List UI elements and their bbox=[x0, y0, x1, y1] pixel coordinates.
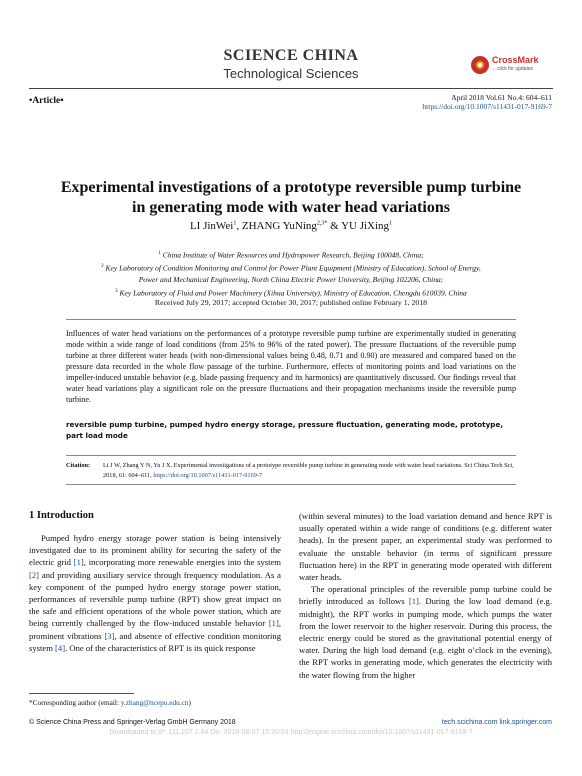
body-column-right bbox=[299, 510, 552, 681]
affiliations bbox=[40, 248, 542, 299]
section-title: 1 Introduction bbox=[29, 510, 94, 521]
download-watermark: Downloaded to IP: 111.207.1.84 On: 2018-08-07 15:20:03 http://engine.scichina.com/doi/10.1007/s11431-017-9169-7 bbox=[109, 729, 473, 736]
title-line-2: in generating mode with water head variations bbox=[132, 199, 450, 216]
footer-links[interactable]: tech.scichina.com link.springer.com bbox=[441, 719, 552, 726]
author-1-sup: 1 bbox=[233, 220, 237, 227]
ref-link[interactable]: [1] bbox=[408, 596, 419, 607]
paragraph-intro-2 bbox=[299, 583, 552, 681]
citation-top-rule bbox=[66, 455, 516, 456]
crossmark-label: CrossMark bbox=[492, 55, 539, 65]
text-run: , prominent vibrations bbox=[29, 618, 281, 641]
citation-doi-link[interactable]: https://doi.org/10.1007/s11431-017-9169-7 bbox=[153, 471, 263, 479]
affiliation-2-num: 2 bbox=[101, 264, 104, 269]
affiliation-2 bbox=[40, 261, 542, 274]
crossmark-icon bbox=[471, 56, 489, 74]
author-3: YU JiXing bbox=[341, 220, 390, 232]
footnote-close: ) bbox=[188, 698, 191, 707]
paragraph-intro-1-cont: (within several minutes) to the load variation demand and hence RPT is usually operated within a wide range of conditions (e.g. different water heads). In the present paper, an experimental study was performed to evaluate the unstable behavior (in terms of significant pressure fluctuation here) in the RPT in generating mode operated with different water heads. bbox=[299, 511, 552, 583]
author-3-sup: 1 bbox=[389, 220, 393, 227]
ref-link[interactable]: [1] bbox=[268, 618, 279, 629]
author-2-sup: 2,3* bbox=[316, 220, 328, 227]
text-run: , and absence of effective condition monitoring system bbox=[29, 630, 281, 653]
citation-text bbox=[103, 461, 516, 480]
text-run: and providing auxiliary service through frequency modulation. As a key component of the pumped hydro energy storage power station, performances of reversible pump turbine (RPT) show great impact on the safe and efficient operations of the whole power station, which are being currently challenged by the flow-induced unstable behavior bbox=[29, 569, 281, 629]
author-sep-2: & bbox=[327, 220, 342, 232]
title-line-1: Experimental investigations of a prototype reversible pump turbine bbox=[60, 179, 522, 196]
footnote-rule bbox=[29, 693, 134, 694]
citation-label: Citation: bbox=[66, 462, 91, 469]
corresponding-author-footnote bbox=[29, 698, 191, 707]
citation-body: Li J W, Zhang Y N, Yu J X. Experimental investigations of a prototype reversible pump turbine in generating mode with water head variations. Sci China Tech Sci, 2018, 61: 604–611, bbox=[103, 462, 514, 479]
ref-link[interactable]: [4] bbox=[55, 642, 66, 653]
text-run: Pumped hydro energy storage power station is being intensively investigated due to its prominent ability for securing the safety of the electric grid bbox=[29, 533, 281, 568]
affiliation-3 bbox=[40, 286, 542, 299]
affiliation-1-text: China Institute of Water Resources and Hydropower Research, Beijing 100048, China; bbox=[160, 250, 424, 260]
crossmark-badge[interactable] bbox=[471, 54, 551, 78]
article-label: •Article• bbox=[29, 96, 64, 106]
publication-info: April 2018 Vol.61 No.4: 604–611 bbox=[451, 93, 552, 102]
author-list bbox=[0, 220, 582, 232]
doi-link[interactable]: https://doi.org/10.1007/s11431-017-9169-7 bbox=[422, 102, 552, 111]
affiliation-3-text: Key Laboratory of Fluid and Power Machinery (Xihua University), Ministry of Education, Chengdu 610039, China bbox=[117, 288, 467, 297]
ref-link[interactable]: [3] bbox=[104, 630, 115, 641]
crossmark-sub: ←click for updates bbox=[492, 66, 534, 72]
affiliation-2-cont: Power and Mechanical Engineering, North China Electric Power University, Beijing 102206, China; bbox=[138, 275, 444, 284]
paper-title bbox=[40, 178, 542, 218]
journal-name: SCIENCE CHINA bbox=[223, 47, 359, 64]
author-2: ZHANG YuNing bbox=[241, 220, 317, 232]
ref-link[interactable]: [2] bbox=[29, 569, 40, 580]
received-dates: Received July 29, 2017; accepted October 30, 2017; published online February 1, 2018 bbox=[154, 298, 428, 307]
journal-subtitle: Technological Sciences bbox=[223, 66, 359, 81]
text-run: , incorporating more renewable energies into the system bbox=[83, 557, 281, 568]
text-run: The operational principles of the reversible pump turbine could be briefly introduced as follows bbox=[299, 584, 552, 607]
affiliation-1 bbox=[40, 248, 542, 261]
citation-bottom-rule bbox=[66, 484, 516, 485]
affiliation-1-num: 1 bbox=[158, 251, 161, 256]
header-rule bbox=[29, 88, 553, 89]
abstract: Influences of water head variations on the performances of a prototype reversible pump turbine are experimentally studied in generating mode within a wide range of load conditions (from 25% to 96% of the rated power). The pressure fluctuations of the reversible pump turbine at three different water heads (with non-dimensional values being 0.48, 0.71 and 0.90) are measured and compared based on the pressure data recorded in the whole flow passage of the turbine. Furthermore, effects of monitoring points and load variations on the impeller-induced unstable behavior (e.g. blade passing frequency and its harmonics) are quantitatively discussed. Our findings reveal that water head variations play a significant role on the pressure fluctuations and their propagation mechanisms inside the reversible pump turbine. bbox=[66, 329, 516, 404]
affiliation-3-num: 3 bbox=[115, 288, 118, 294]
text-run: . One of the characteristics of RPT is its quick response bbox=[65, 642, 256, 653]
author-1: LI JinWei bbox=[189, 220, 234, 232]
email-link[interactable]: y.zhang@ncepu.edu.cn bbox=[120, 698, 189, 707]
abstract-top-rule bbox=[66, 319, 516, 320]
keywords: reversible pump turbine, pumped hydro energy storage, pressure fluctuation, generating mode, prototype, part load mode bbox=[66, 420, 504, 440]
ref-link[interactable]: [1] bbox=[73, 557, 84, 568]
copyright-notice: © Science China Press and Springer-Verlag GmbH Germany 2018 bbox=[29, 719, 236, 726]
footnote-text: *Corresponding author (email: bbox=[29, 698, 121, 707]
text-run: . During the low load demand (e.g. midnight), the RPT works in pumping mode, which pumps the water from the lower reservoir to the higher reservoir. During this process, the electric energy could be stored as the gravitational potential energy of water. During the high load demand (e.g. eight o’clock in the evening), the RPT works in generating mode, which generates the electricity with the water flowing from the higher bbox=[299, 596, 552, 680]
body-column-left bbox=[29, 532, 281, 654]
author-sep-1: , bbox=[236, 220, 242, 232]
paragraph-intro-1 bbox=[29, 532, 281, 654]
affiliation-2-text-a: Key Laboratory of Condition Monitoring and Control for Power Plant Equipment (Ministry of Education), School of Energy, bbox=[103, 263, 481, 273]
